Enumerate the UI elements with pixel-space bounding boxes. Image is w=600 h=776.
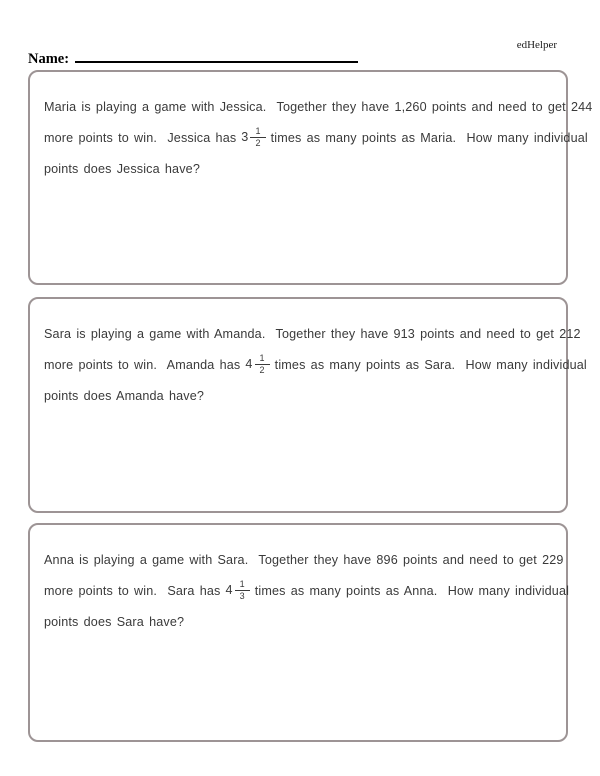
- name-row: [28, 48, 358, 66]
- mixed-number-whole: 3: [241, 130, 249, 145]
- problem-1-line-2: [44, 123, 588, 154]
- problem-3-line-1: Anna is playing a game with Sara. Together they have 896 points and need to get 229: [44, 553, 564, 567]
- problem-3-line-2-before: more points to win. Sara has: [44, 584, 221, 598]
- problem-2-line-1: Sara is playing a game with Amanda. Together they have 913 points and need to get 212: [44, 327, 581, 341]
- problem-2-line-2-after: times as many points as Sara. How many individual: [274, 358, 587, 372]
- problem-1-line-2-after: times as many points as Maria. How many individual: [270, 131, 588, 145]
- name-label: Name:: [28, 51, 70, 67]
- mixed-number: [225, 575, 249, 606]
- mixed-number-whole: 4: [245, 357, 253, 372]
- problem-box-2: [28, 297, 587, 513]
- problem-2-line-3: points does Amanda have?: [44, 389, 205, 403]
- fraction-numerator: 1: [235, 580, 250, 592]
- fraction: [235, 580, 250, 602]
- problem-box-3: [28, 523, 568, 742]
- problem-1-line-2-before: more points to win. Jessica has: [44, 131, 237, 145]
- problem-3-line-2: [44, 576, 570, 607]
- fraction: [250, 127, 265, 149]
- mixed-number: [241, 122, 265, 153]
- problem-2-line-2: [44, 350, 587, 381]
- mixed-number: [245, 349, 269, 380]
- problem-2-line-2-before: more points to win. Amanda has: [44, 358, 241, 372]
- mixed-number-whole: 4: [225, 583, 233, 598]
- fraction: [255, 354, 270, 376]
- edhelper-brand-text: edHelper: [516, 39, 557, 51]
- problem-1-line-3: points does Jessica have?: [44, 162, 200, 176]
- problem-3-line-2-after: times as many points as Anna. How many individual: [254, 584, 570, 598]
- fraction-numerator: 1: [250, 127, 265, 139]
- fraction-denominator: 3: [239, 591, 245, 602]
- problem-3-line-3: points does Sara have?: [44, 615, 185, 629]
- problem-box-1: [28, 70, 593, 285]
- fraction-denominator: 2: [255, 138, 261, 149]
- fraction-denominator: 2: [259, 365, 265, 376]
- problem-1-line-1: Maria is playing a game with Jessica. Together they have 1,260 points and need to get 244: [44, 100, 593, 114]
- fraction-numerator: 1: [255, 354, 270, 366]
- name-blank-line: [75, 48, 358, 63]
